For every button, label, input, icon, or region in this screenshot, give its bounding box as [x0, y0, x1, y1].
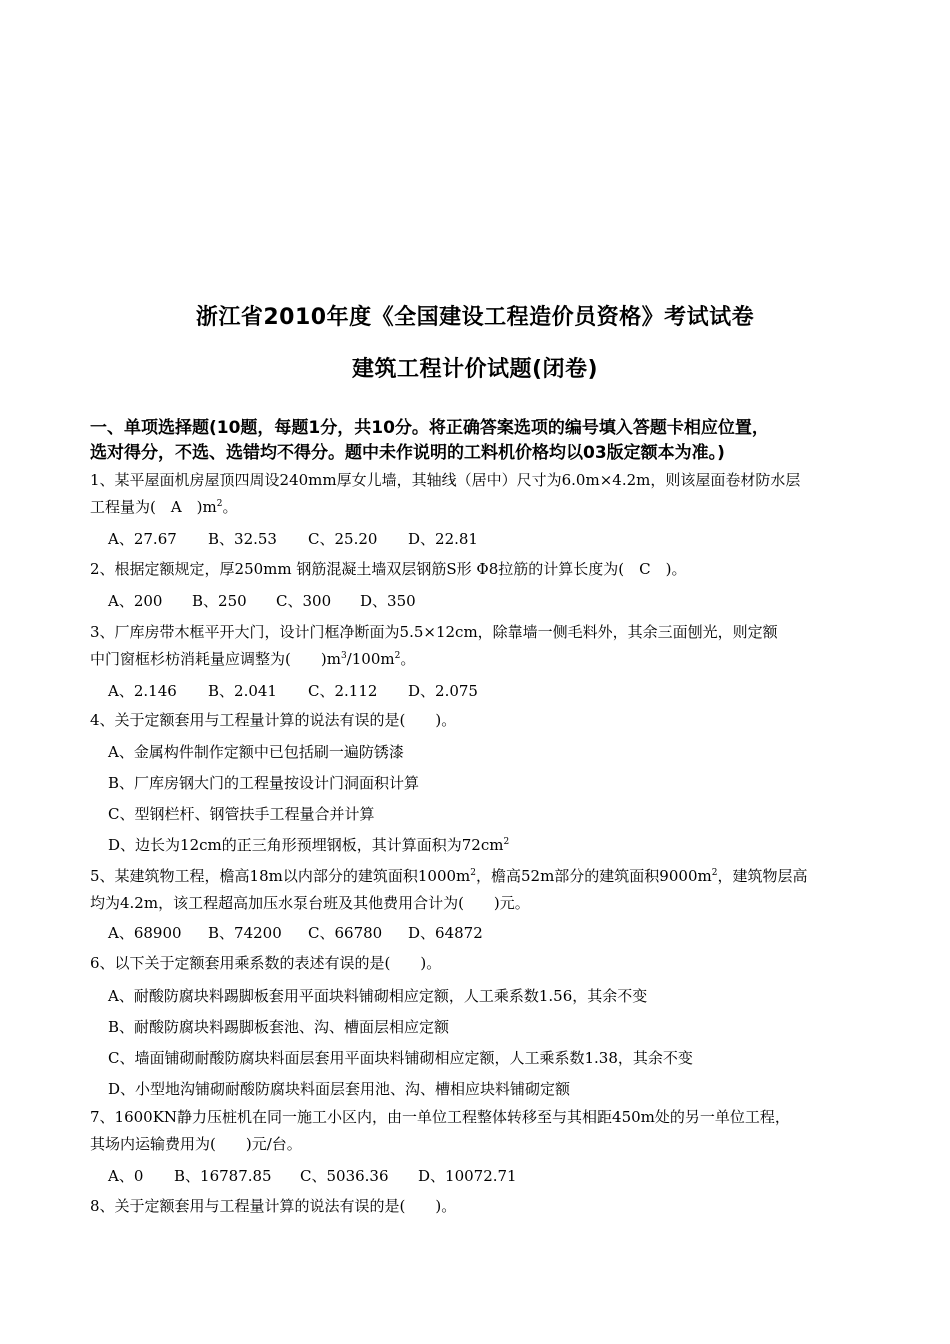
question-6-line1: 6、以下关于定额套用乘系数的表述有误的是( )。	[90, 954, 442, 972]
question-7-line2: 其场内运输费用为( )元/台。	[90, 1135, 302, 1153]
question-2-options	[108, 590, 416, 611]
question-1-line2: 工程量为( A )$m^2$。	[90, 498, 238, 516]
question-5-options	[108, 922, 483, 943]
question-1-options	[108, 528, 478, 549]
option-b: B、250	[192, 592, 247, 610]
question-3-line1: 3、厂库房带木框平开大门，设计门框净断面为5.5×12cm，除靠墙一侧毛料外，其余三面刨光，则定额	[90, 623, 778, 641]
question-5-line2: 均为4.2m，该工程超高加压水泵台班及其他费用合计为( )元。	[90, 894, 530, 912]
option-a: A、27.67	[108, 530, 177, 548]
option-a: A、2.146	[108, 682, 177, 700]
question-8-line1: 8、关于定额套用与工程量计算的说法有误的是( )。	[90, 1197, 457, 1215]
question-5-line1: 5、某建筑物工程，檐高18m以内部分的建筑面积$1000m^2$，檐高52m部分的建筑面积$9000m^2$，建筑物层高	[90, 867, 808, 885]
option-c: C、66780	[308, 924, 383, 942]
question-7-options	[108, 1165, 517, 1186]
question-6-option-a: A、耐酸防腐块料踢脚板套用平面块料铺砌相应定额，人工乘系数1.56，其余不变	[108, 987, 648, 1005]
page-subtitle: 建筑工程计价试题(闭卷)	[351, 357, 599, 382]
option-c: C、5036.36	[300, 1167, 389, 1185]
question-3-line2: 中门窗框杉枋消耗量应调整为( )$m^3/100m^2$。	[90, 650, 416, 668]
question-4-option-b: B、厂库房钢大门的工程量按设计门洞面积计算	[108, 774, 420, 792]
option-a: A、68900	[108, 924, 182, 942]
option-b: B、32.53	[208, 530, 277, 548]
question-6-option-d: D、小型地沟铺砌耐酸防腐块料面层套用池、沟、槽相应块料铺砌定额	[108, 1080, 571, 1098]
section-heading-line2: 选对得分，不选、选错均不得分。题中未作说明的工料机价格均以03版定额本为准。)	[90, 443, 725, 463]
question-3-options	[108, 680, 478, 701]
option-a: A、0	[108, 1167, 144, 1185]
option-d: D、64872	[408, 924, 483, 942]
option-d: D、10072.71	[418, 1167, 517, 1185]
question-4-option-a: A、金属构件制作定额中已包括刷一遍防锈漆	[108, 743, 404, 761]
question-4-option-d: D、边长为12cm的正三角形预埋钢板，其计算面积为$72cm^2$	[108, 836, 510, 854]
option-c: C、25.20	[308, 530, 378, 548]
question-4-option-c: C、型钢栏杆、钢管扶手工程量合并计算	[108, 805, 375, 823]
option-d: D、22.81	[408, 530, 478, 548]
option-c: C、300	[276, 592, 332, 610]
option-a: A、200	[108, 592, 163, 610]
option-b: B、2.041	[208, 682, 277, 700]
option-c: C、2.112	[308, 682, 378, 700]
option-d: D、350	[360, 592, 416, 610]
question-2-line1: 2、根据定额规定，厚250mm 钢筋混凝土墙双层钢筋S形 Φ8拉筋的计算长度为( C )。	[90, 560, 687, 578]
page-title: 浙江省2010年度《全国建设工程造价员资格》考试试卷	[195, 305, 755, 330]
option-b: B、74200	[208, 924, 282, 942]
option-b: B、16787.85	[174, 1167, 272, 1185]
option-d: D、2.075	[408, 682, 478, 700]
question-6-option-b: B、耐酸防腐块料踢脚板套池、沟、槽面层相应定额	[108, 1018, 450, 1036]
question-1-line1: 1、某平屋面机房屋顶四周设240mm厚女儿墙，其轴线（居中）尺寸为6.0m×4.2m，则该屋面卷材防水层	[90, 471, 801, 489]
question-7-line1: 7、1600KN静力压桩机在同一施工小区内，由一单位工程整体转移至与其相距450m处的另一单位工程，	[90, 1108, 790, 1126]
question-6-option-c: C、墙面铺砌耐酸防腐块料面层套用平面块料铺砌相应定额，人工乘系数1.38，其余不变	[108, 1049, 693, 1067]
section-heading-line1: 一、单项选择题(10题，每题1分，共10分。将正确答案选项的编号填入答题卡相应位置，	[90, 418, 769, 438]
question-4-line1: 4、关于定额套用与工程量计算的说法有误的是( )。	[90, 711, 457, 729]
